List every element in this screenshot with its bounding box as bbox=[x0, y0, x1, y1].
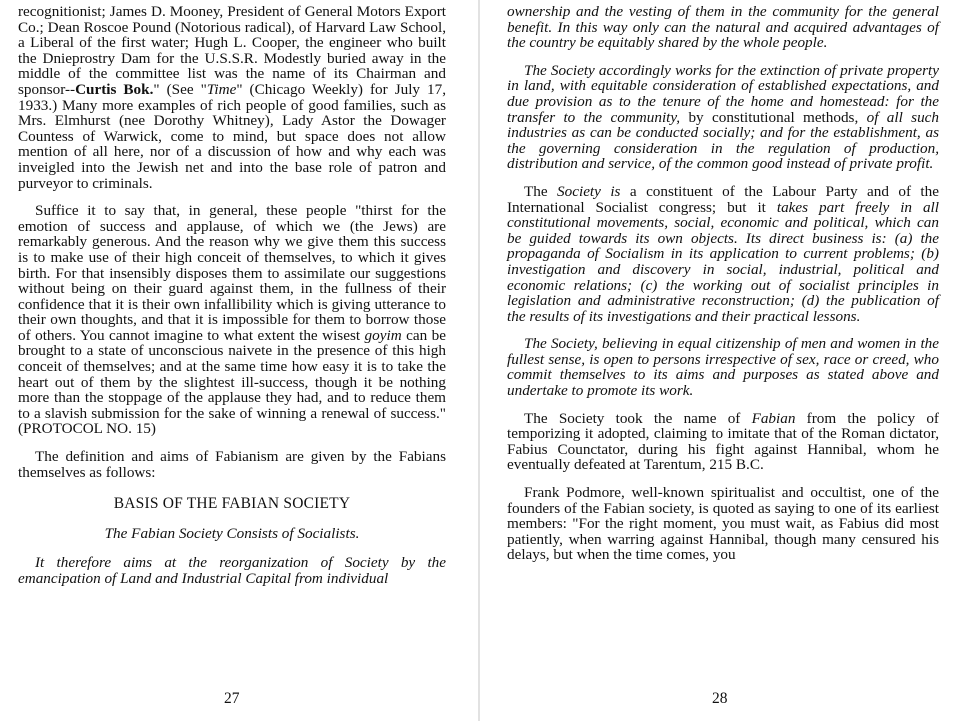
italic-text: Society is bbox=[557, 182, 621, 200]
text-run: by constitutional methods, bbox=[688, 108, 867, 126]
italic-text: Time bbox=[206, 80, 237, 98]
italic-text: Fabian bbox=[751, 409, 796, 427]
paragraph bbox=[18, 4, 446, 191]
page-gutter bbox=[478, 0, 480, 721]
paragraph bbox=[18, 449, 446, 480]
text-run: Suffice it to say that, in general, these people "thirst for the emotion of success and applause, of which we (the Jews) are remarkably generous. And the reason why we give them this success is to make use of their high conceit of themselves, to which it gives birth. For that insensibly disposes them to assimilate our suggestions without being on their guard against them, in the fullness of their confidence that it is their own infallibility which is giving utterance to their own thoughts, and that it is impossible for them to borrow those of others. You cannot imagine to what extent the wisest bbox=[18, 202, 446, 344]
page-number: 27 bbox=[224, 690, 240, 707]
paragraph bbox=[507, 184, 939, 324]
section-subheading: The Fabian Society Consists of Socialists. bbox=[104, 524, 360, 542]
left-page bbox=[18, 4, 446, 587]
text-run: from the policy of temporizing it adopted, claiming to imitate that of the Roman dictator, Fabius Counctator, during his fight against Hannibal, whom he eventually defeated at Tarentum, 215 B.C. bbox=[507, 409, 939, 474]
right-page bbox=[507, 4, 939, 563]
italic-text: of all such industries as can be conducted socially; and for the establishment, as the governing consideration in the regulation of production, distribution and service, of the common good instead of private profit. bbox=[507, 108, 939, 173]
text-run: Frank Podmore, well-known spiritualist and occultist, one of the founders of the Fabian society, is quoted as saying to one of its earliest members: "For the right moment, you must wait, as Fabius did most patiently, when warring against Hannibal, though many censured his delays, but when the time comes, you bbox=[507, 484, 939, 564]
paragraph bbox=[507, 411, 939, 473]
italic-text: The Society accordingly works for the extinction of private property in land, with equitable consideration of established expectations, and due provision as to the tenure of the home and homestead: for the transfer to the community, bbox=[507, 61, 939, 126]
italic-text: It therefore aims at the reorganization of Society by the emancipation of Land and Industrial Capital from individual bbox=[18, 554, 446, 587]
italic-text: The Society, believing in equal citizenship of men and women in the fullest sense, is open to persons irrespective of sex, race or creed, who commit themselves to its aims and purposes as stated above and undertake to promote its work. bbox=[507, 335, 939, 400]
italic-text: takes part freely in all constitutional movements, social, economic and political, which can be guided towards its own objects. Its direct business is: (a) the propaganda of Socialism in its application to current problems; (b) investigation and discovery in social, industrial, political and economic relations; (c) the working out of socialist principles in legislation and administrative reconstruction; (d) the publication of the results of its investigations and their practical lessons. bbox=[507, 198, 939, 325]
paragraph bbox=[507, 336, 939, 398]
paragraph bbox=[507, 63, 939, 172]
text-run: The Society took the name of bbox=[524, 409, 752, 427]
paragraph bbox=[507, 485, 939, 563]
text-run: recognitionist; James D. Mooney, President of General Motors Export Co.; Dean Roscoe Pound (Notorious radical), of Harvard Law School, a Liberal of the first water; Hugh L. Cooper, the engineer who built the Dnieprostry Dam for the U.S.S.R. Modestly buried away in the middle of the committee list was the name of its Chairman and sponsor-- bbox=[18, 3, 446, 98]
text-run: The definition and aims of Fabianism are given by the Fabians themselves as follows: bbox=[18, 448, 446, 481]
italic-text: ownership and the vesting of them in the community for the general benefit. In this way only can the natural and acquired advantages of the country be equitably shared by the whole people. bbox=[507, 3, 939, 52]
italic-text: goyim bbox=[364, 326, 402, 344]
text-run: " (See " bbox=[153, 80, 207, 98]
paragraph bbox=[18, 555, 446, 586]
text-run: a constituent of the Labour Party and of the International Socialist congress; but it bbox=[507, 182, 939, 216]
paragraph bbox=[507, 4, 939, 51]
bold-text: Curtis Bok. bbox=[75, 80, 154, 98]
paragraph bbox=[18, 203, 446, 437]
text-run: The bbox=[524, 182, 558, 200]
text-run: " (Chicago Weekly) for July 17, 1933.) Many more examples of rich people of good families, such as Mrs. Elmhurst (nee Dorothy Whitney), Lady Astor the Dowager Countess of Warwick, come to mind, but space does not allow mention of all here, nor of a discussion of how and why each was inveigled into the Jewish net and into the base role of patron and purveyor to criminals. bbox=[18, 80, 446, 192]
page-number: 28 bbox=[712, 690, 728, 707]
text-run: can be brought to a state of unconscious naivete in the presence of this high conceit of themselves; and at the same time how easy it is to take the heart out of them by the slightest ill-success, though it be nothing more than the stoppage of the applause they had, and to reduce them to a slavish submission for the sake of winning a renewal of success." (PROTOCOL NO. 15) bbox=[18, 326, 446, 438]
section-heading: BASIS OF THE FABIAN SOCIETY bbox=[113, 495, 351, 513]
